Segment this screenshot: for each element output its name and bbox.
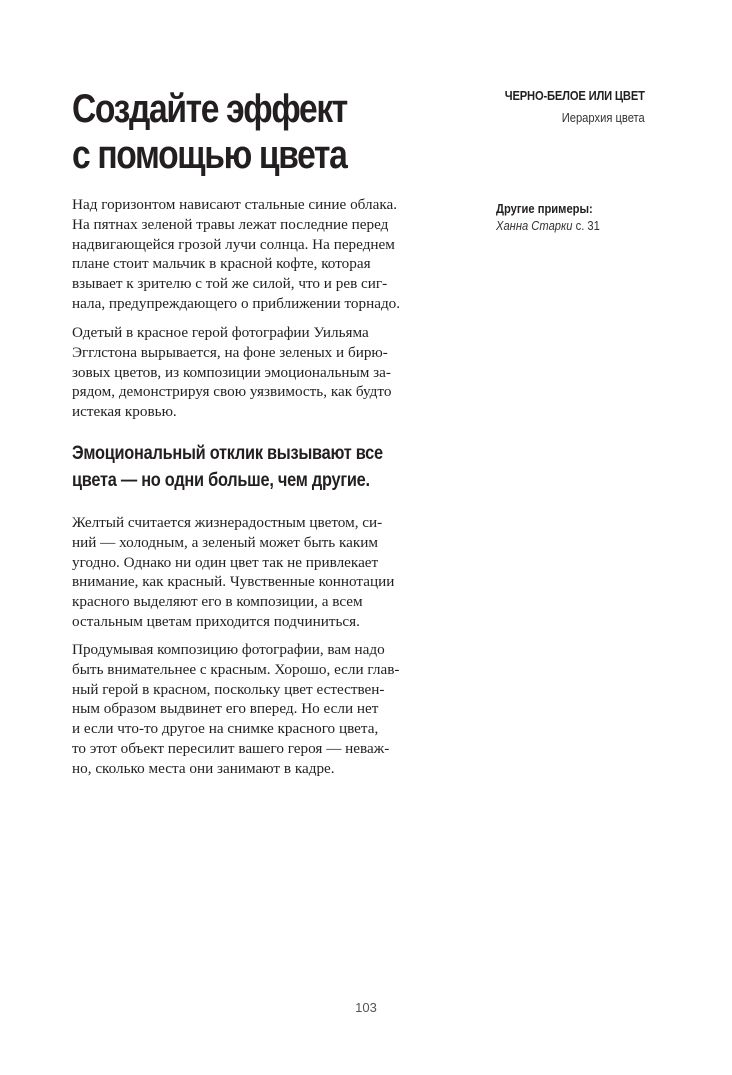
see-also-reference [496,217,600,234]
paragraph-1 [72,195,480,314]
text-line: и если что-то другое на снимке красного цвета, [72,720,379,738]
text-line: красного выделяют его в композиции, а всем [72,593,363,611]
subheading-line: Эмоциональный отклик вызывают все [72,443,383,464]
text-line: надвигающейся грозой лучи солнца. На переднем [72,235,395,253]
text-line: плане стоит мальчик в красной кофте, которая [72,255,371,273]
text-line: рядом, демонстрируя свою уязвимость, как будто [72,383,392,401]
text-line: быть внимательнее с красным. Хорошо, если глав- [72,660,400,678]
section-header [482,88,645,126]
paragraph-3 [72,513,480,632]
text-line: Одетый в красное герой фотографии Уильяма [72,324,369,341]
see-also-label: Другие примеры: [496,201,593,216]
text-line: ным образом выдвинет его вперед. Но если нет [72,700,379,718]
text-line: истекая кровью. [72,403,177,421]
paragraph-2 [72,323,480,422]
text-line: Над горизонтом нависают стальные синие облака. [72,196,398,213]
text-line: ный герой в красном, поскольку цвет естествен- [72,680,385,698]
text-line: зовых цветов, из композиции эмоциональным за- [72,363,391,381]
text-line: то этот объект пересилит вашего героя — неваж- [72,739,390,757]
reference-name: Ханна Старки [496,218,573,233]
subsection-name: Иерархия цвета [561,110,645,125]
text-line: внимание, как красный. Чувственные коннотации [72,573,395,591]
text-line: Продумывая композицию фотографии, вам надо [72,641,385,658]
text-line: На пятнах зеленой травы лежат последние перед [72,215,389,233]
paragraph-4 [72,640,480,779]
text-line: Желтый считается жизнерадостным цветом, си- [72,514,383,531]
page-number: 103 [355,1000,377,1015]
title-line: с помощью цвета [72,133,347,177]
see-also-note [496,200,617,234]
subheading-line: цвета — но одни больше, чем другие. [72,470,370,491]
section-name: ЧЕРНО-БЕЛОЕ ИЛИ ЦВЕТ [505,88,645,103]
text-line: взывает к зрителю с той же силой, что и рев сиг- [72,275,388,293]
text-line: угодно. Однако ни один цвет так не привлекает [72,553,379,571]
title-line: Создайте эффект [72,87,347,131]
text-line: ний — холодным, а зеленый может быть каким [72,533,379,551]
text-line: остальным цветам приходится подчиниться. [72,612,360,630]
text-line: нала, предупреждающего о приближении торнадо. [72,294,401,312]
page-title [72,86,408,178]
text-line: Эгглстона вырывается, на фоне зеленых и бирю- [72,343,388,361]
reference-page: с. 31 [572,218,600,233]
subheading [72,440,383,494]
text-line: но, сколько места они занимают в кадре. [72,759,335,777]
